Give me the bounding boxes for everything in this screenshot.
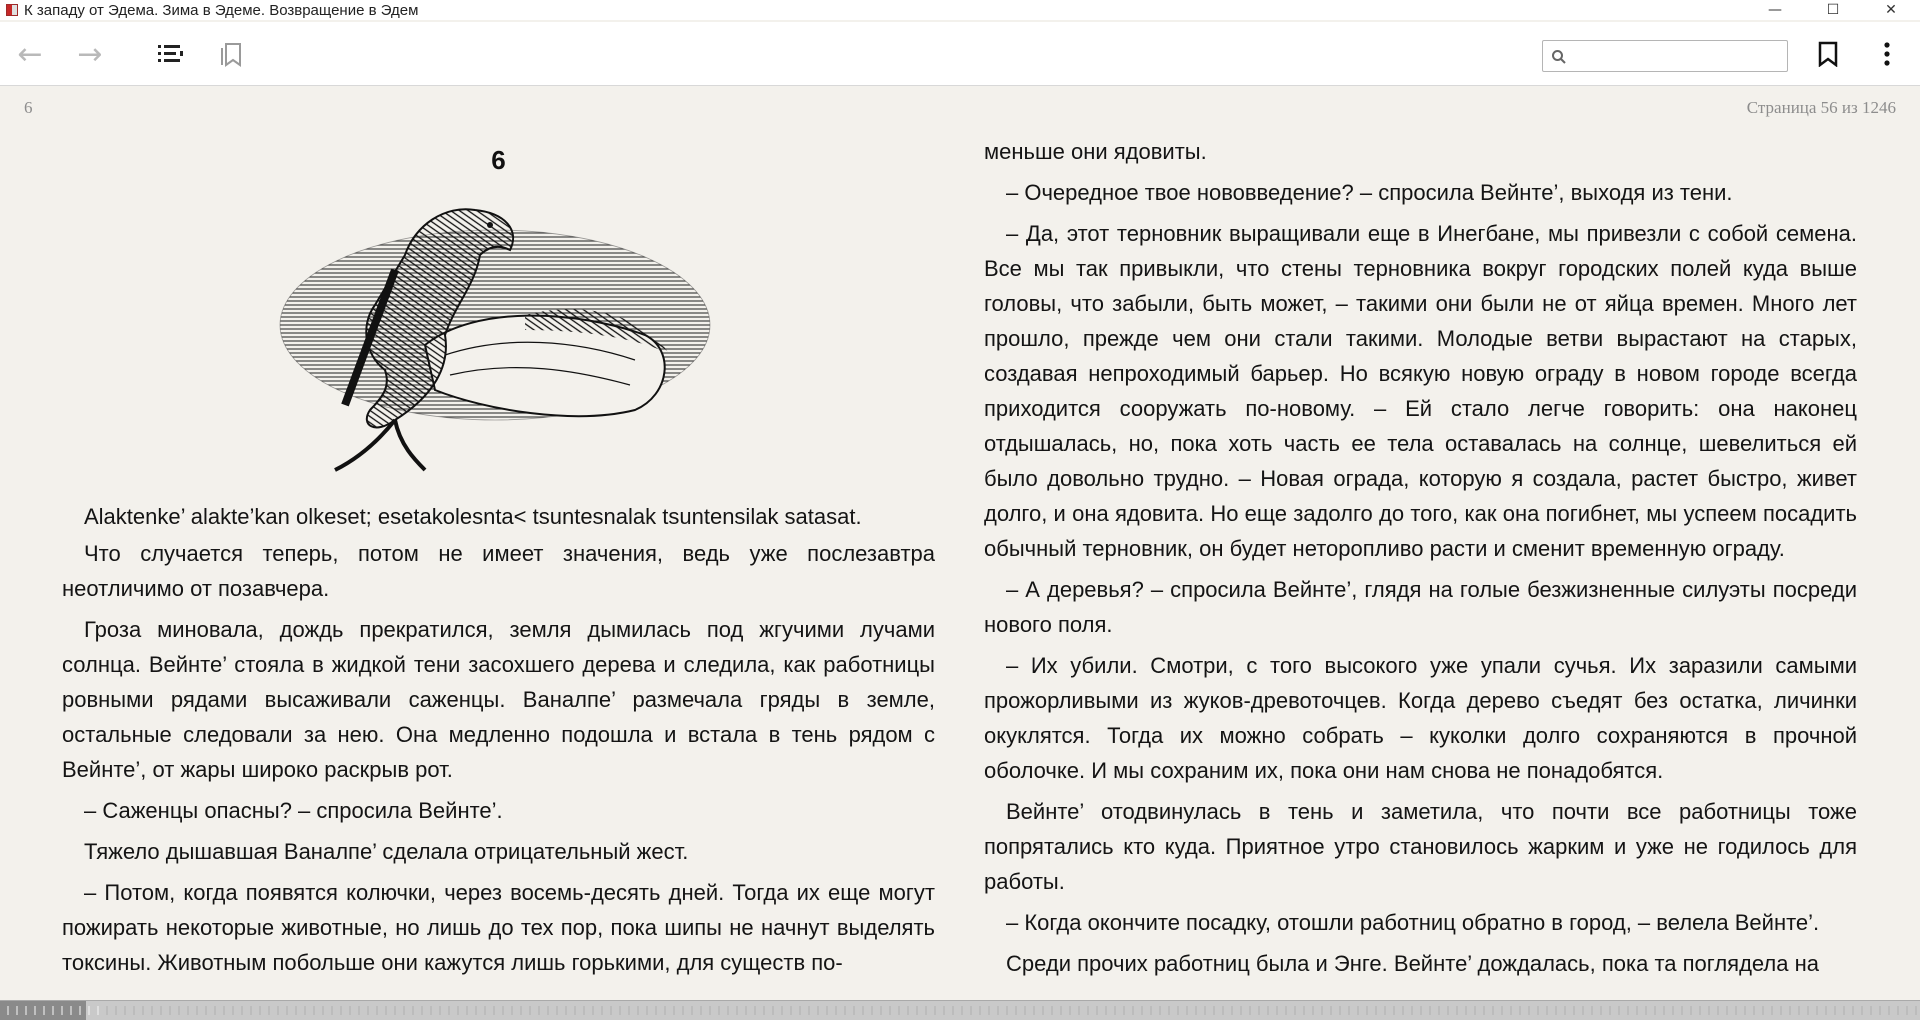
book-app-icon xyxy=(6,4,18,16)
text-paragraph: Что случается теперь, потом не имеет значения, ведь уже послезавтра неотличимо от позавчера. xyxy=(62,541,935,601)
search-icon xyxy=(1551,49,1567,65)
bookmarks-icon xyxy=(218,41,244,67)
search-box[interactable] xyxy=(1542,40,1788,72)
text-paragraph: – Когда окончите посадку, отошли работниц обратно в город, – велела Вейнте’. xyxy=(1006,910,1820,935)
text-paragraph: – Потом, когда появятся колючки, через восемь-десять дней. Тогда их еще могут пожирать некоторые животные, но лишь до тех пор, пока шипы не начнут выделять токсины. Животным побольше они кажутся лишь горькими, для существ по- xyxy=(62,880,935,975)
close-button[interactable]: ✕ xyxy=(1885,2,1897,18)
add-bookmark-button[interactable] xyxy=(1812,22,1844,86)
text-paragraph: – Саженцы опасны? – спросила Вейнте’. xyxy=(84,798,503,823)
back-button[interactable] xyxy=(12,22,48,86)
page-indicator: Страница 56 из 1246 xyxy=(1746,98,1896,117)
reading-progress-bar[interactable] xyxy=(0,1000,1920,1020)
search-input[interactable] xyxy=(1571,43,1781,69)
toolbar xyxy=(0,22,1920,86)
text-paragraph: Среди прочих работниц была и Энге. Вейнте’ дождалась, пока та поглядела на xyxy=(1006,951,1819,976)
chapter-illustration xyxy=(275,195,715,480)
text-paragraph: Вейнте’ отодвинулась в тень и заметила, что почти все работницы тоже попрятались кто куда. Приятное утро становилось жарким и уже не годилось для работы. xyxy=(984,799,1857,894)
text-paragraph: меньше они ядовиты. xyxy=(984,139,1207,164)
table-of-contents-button[interactable] xyxy=(156,22,186,86)
text-paragraph: Тяжело дышавшая Ваналпе’ сделала отрицательный жест. xyxy=(84,839,689,864)
chapter-ticks xyxy=(0,1001,1920,1020)
window-title: К западу от Эдема. Зима в Эдеме. Возвращение в Эдем xyxy=(24,1,419,19)
forward-button[interactable] xyxy=(72,22,108,86)
text-paragraph: Alaktenke’ alakte’kan olkeset; esetakolesnta< tsuntesnalak tsuntensilak satasat. xyxy=(84,504,862,529)
bookmarks-list-button[interactable] xyxy=(216,22,246,86)
more-menu-button[interactable] xyxy=(1872,22,1902,86)
list-icon xyxy=(158,43,184,65)
minimize-button[interactable]: — xyxy=(1768,2,1782,18)
chapter-label: 6 xyxy=(24,98,33,117)
text-paragraph: – Очередное твое нововведение? – спросила Вейнте’, выходя из тени. xyxy=(1006,180,1733,205)
text-paragraph: Гроза миновала, дождь прекратился, земля дымилась под жгучими лучами солнца. Вейнте’ стояла в жидкой тени засохшего дерева и следила, как работницы ровными рядами высаживали саженцы. Ваналпе’ размечала гряды в земле, остальные следовали за нею. Она медленно подошла и встала в тень рядом с Вейнте’, от жары широко раскрыв рот. xyxy=(62,617,935,782)
maximize-button[interactable]: ☐ xyxy=(1826,2,1840,18)
more-vertical-icon xyxy=(1883,42,1891,66)
text-paragraph: – Их убили. Смотри, с того высокого уже упали сучья. Их заразили самыми прожорливыми из жуков-древоточцев. Когда дерево съедят без остатка, личинки окуклятся. Тогда их можно собрать – куколки долго сохраняются в прочной оболочке. И мы сохраним их, пока они нам снова не понадобятся. xyxy=(984,653,1857,783)
window-controls xyxy=(1746,0,1920,20)
text-paragraph: – Да, этот терновник выращивали еще в Инегбане, мы привезли с собой семена. Все мы так привыкли, что стены терновника вокруг городских полей куда выше головы, что забыли, быть может, – такими они были не от яйца времен. Много лет прошло, прежде чем они стали такими. Молодые ветви вырастают на старых, создавая непроходимый барьер. Но всякую новую ограду в новом городе всегда приходится сооружать по-новому. – Ей стало легче говорить: она наконец отдышалась, но, пока хоть часть ее тела оставалась на солнце, шевелиться ей было довольно трудно. – Новая ограда, которую я создала, растет быстро, живет долго, и она ядовита. Но еще задолго до того, как она погибнет, мы успеем посадить обычный терновник, он будет неторопливо расти и сменит временную ограду. xyxy=(984,221,1857,561)
chapter-heading: 6 xyxy=(491,145,506,175)
bookmark-icon xyxy=(1817,41,1839,67)
text-paragraph: – А деревья? – спросила Вейнте’, глядя на голые безжизненные силуэты посреди нового поля. xyxy=(984,577,1857,637)
arrow-right-icon: → xyxy=(77,36,103,72)
arrow-left-icon: ← xyxy=(17,36,43,72)
title-bar xyxy=(0,0,1920,20)
